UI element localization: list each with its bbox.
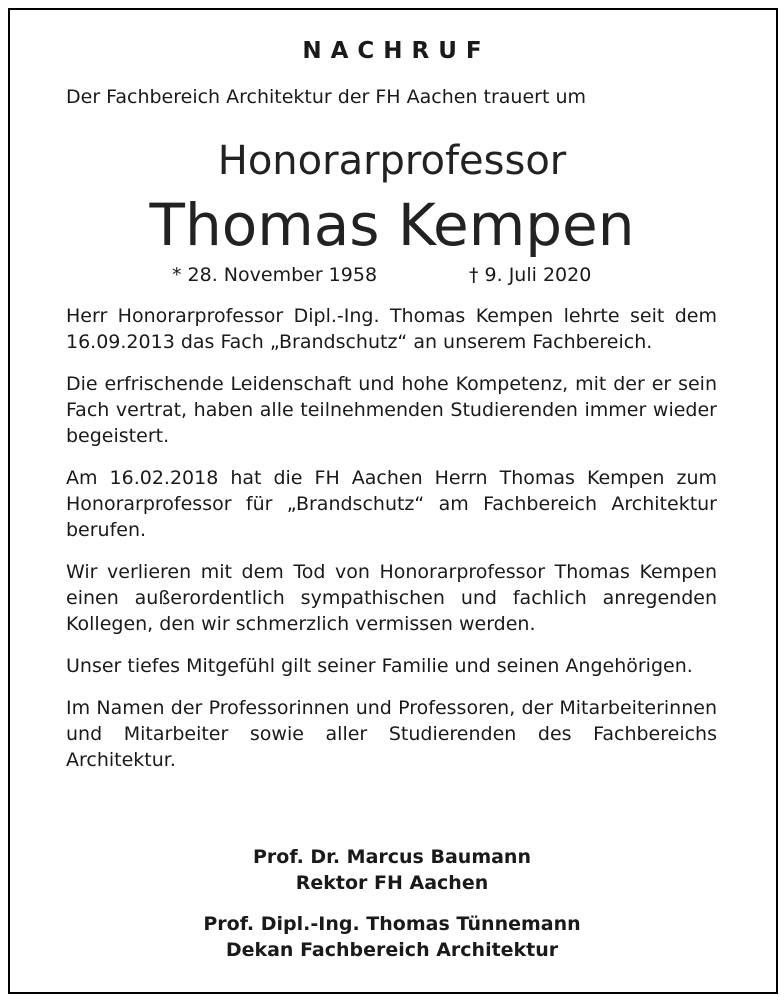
death-date: † 9. Juli 2020: [469, 264, 592, 286]
signatory-role: Rektor FH Aachen: [295, 872, 489, 894]
paragraph-on-behalf: Im Namen der Professorinnen und Professoren, der Mitarbeiterinnen und Mitarbeiter sowie aller Studierenden des Fachbereichs Architektur.: [66, 697, 717, 771]
signatory-dean: [0, 911, 784, 963]
intro-line: Der Fachbereich Architektur der FH Aachen trauert um: [66, 86, 587, 108]
paragraph-loss: Wir verlieren mit dem Tod von Honorarprofessor Thomas Kempen einen außerordentlich sympathischen und fachlich anregenden Kollegen, den wir schmerzlich vermissen werden.: [66, 561, 717, 635]
signatory-rector: [0, 844, 784, 896]
paragraph-teaching: Herr Honorarprofessor Dipl.-Ing. Thomas Kempen lehrte seit dem 16.09.2013 das Fach „Brandschutz“ an unserem Fachbereich.: [66, 305, 717, 353]
obituary-body: [66, 303, 717, 773]
notice-heading: NACHRUF: [302, 38, 491, 64]
signatory-name: Prof. Dipl.-Ing. Thomas Tünnemann: [203, 913, 581, 935]
birth-date: * 28. November 1958: [172, 264, 378, 286]
paragraph-appointment: Am 16.02.2018 hat die FH Aachen Herrn Thomas Kempen zum Honorarprofessor für „Brandschutz“ am Fachbereich Architektur berufen.: [66, 467, 717, 541]
signatory-role: Dekan Fachbereich Architektur: [225, 939, 559, 961]
signatory-name: Prof. Dr. Marcus Baumann: [253, 846, 531, 868]
deceased-name: Thomas Kempen: [149, 191, 635, 259]
paragraph-passion: Die erfrischende Leidenschaft und hohe Kompetenz, mit der er sein Fach vertrat, haben alle teilnehmenden Studierenden immer wieder begeistert.: [66, 373, 717, 447]
paragraph-condolence: Unser tiefes Mitgefühl gilt seiner Familie und seinen Angehörigen.: [66, 655, 693, 677]
honorary-title: Honorarprofessor: [217, 138, 567, 184]
